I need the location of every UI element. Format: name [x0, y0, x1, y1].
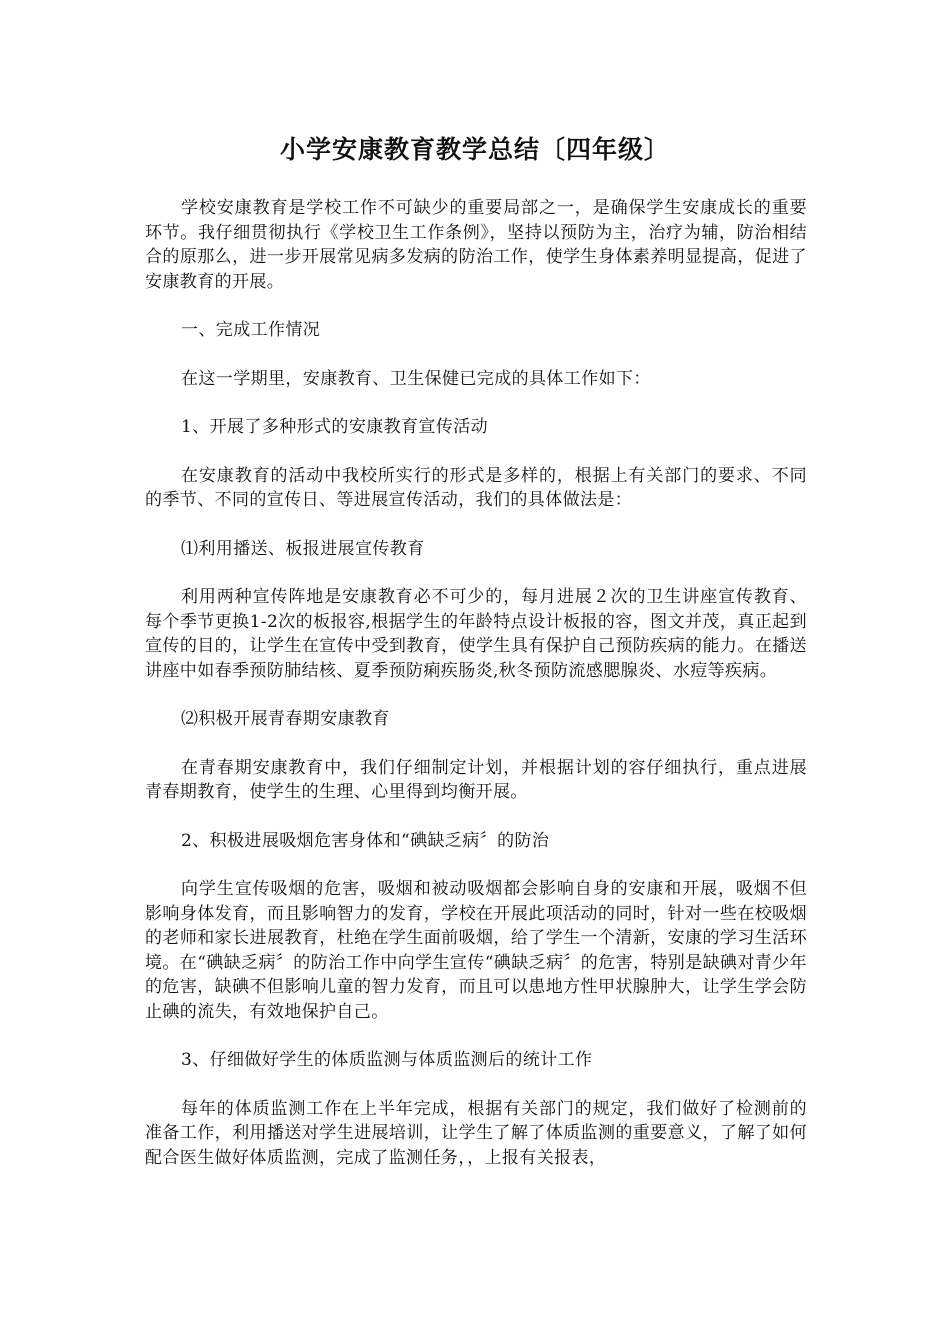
document-title: 小学安康教育教学总结〔四年级〕 [279, 135, 670, 164]
section-heading: 3、仔细做好学生的体质监测与体质监测后的统计工作 [181, 1050, 593, 1070]
paragraph: 向学生宣传吸烟的危害，吸烟和被动吸烟都会影响自身的安康和开展，吸烟不但影响身体发育，而且影响智力的发育，学校在开展此项活动的同时，针对一些在校吸烟的老师和家长进展教育，杜绝在学生面前吸烟，给了学生一个清新，安康的学习生活环境。在“碘缺乏病〞的防治工作中向学生宣传“碘缺乏病〞的危害，特别是缺碘对青少年的危害，缺碘不但影响儿童的智力发育，而且可以患地方性甲状腺肿大，让学生学会防止碘的流失，有效地保护自己。 [145, 879, 807, 1022]
section-heading: 2、积极进展吸烟危害身体和“碘缺乏病〞的防治 [181, 830, 550, 851]
document-body [145, 196, 807, 1194]
paragraph: 利用两种宣传阵地是安康教育必不可少的，每月进展２次的卫生讲座宣传教育、每个季节更换1-2次的板报容,根据学生的年龄特点设计板报的容，图文并茂，真正起到宣传的目的，让学生在宣传中受到教育，使学生具有保护自己预防疾病的能力。在播送讲座中如春季预防肺结核、夏季预防痢疾肠炎,秋冬预防流感腮腺炎、水痘等疾病。 [145, 587, 807, 681]
paragraph: 在这一学期里，安康教育、卫生保健已完成的具体工作如下： [181, 368, 651, 389]
paragraph: 在安康教育的活动中我校所实行的形式是多样的，根据上有关部门的要求、不同的季节、不同的宣传日、等进展宣传活动，我们的具体做法是： [145, 465, 807, 510]
section-heading: ⑴利用播送、板报进展宣传教育 [181, 538, 425, 559]
section-heading: 一、完成工作情况 [181, 320, 321, 340]
section-heading: ⑵积极开展青春期安康教育 [181, 709, 390, 729]
section-heading: 1、开展了多种形式的安康教育宣传活动 [181, 417, 489, 437]
paragraph: 学校安康教育是学校工作不可缺少的重要局部之一，是确保学生安康成长的重要环节。我仔细贯彻执行《学校卫生工作条例》，坚持以预防为主，治疗为辅，防治相结合的原那么，进一步开展常见病多发病的防治工作，使学生身体素养明显提高，促进了安康教育的开展。 [145, 198, 807, 292]
paragraph: 每年的体质监测工作在上半年完成，根据有关部门的规定，我们做好了检测前的准备工作，利用播送对学生进展培训，让学生了解了体质监测的重要意义，了解了如何配合医生做好体质监测，完成了监测任务，，上报有关报表， [145, 1098, 807, 1168]
paragraph: 在青春期安康教育中，我们仔细制定计划，并根据计划的容仔细执行，重点进展青春期教育，使学生的生理、心里得到均衡开展。 [145, 757, 807, 802]
